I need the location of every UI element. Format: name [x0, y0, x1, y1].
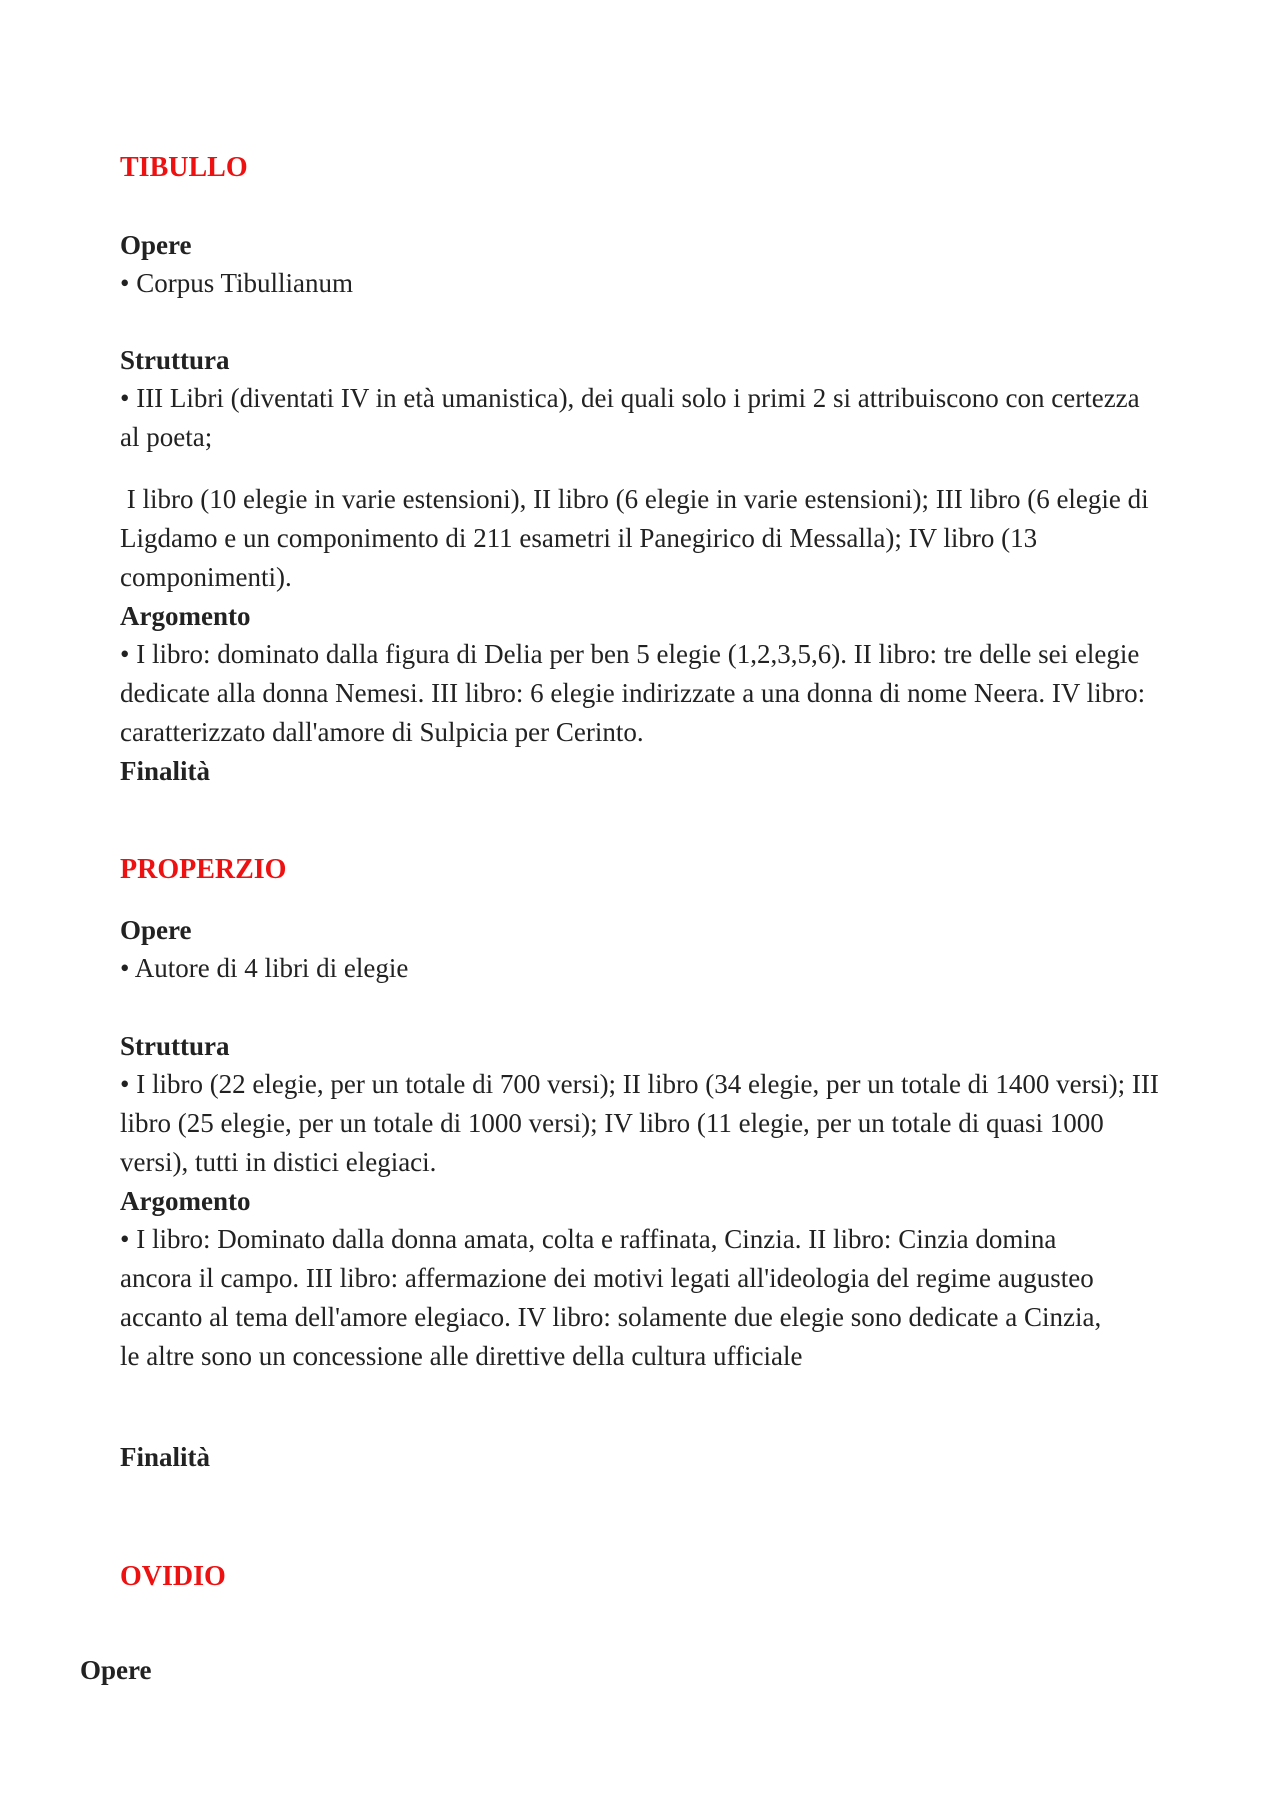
- struttura-detail-tibullo: I libro (10 elegie in varie estensioni), II libro (6 elegie in varie estensioni); III libro (6 elegie di Ligdamo e un componimento di 211 esametri il Panegirico di Messalla); IV libro (13 componimenti).: [120, 484, 1156, 592]
- struttura-text-tibullo: • III Libri (diventati IV in età umanistica), dei quali solo i primi 2 si attribuiscono con certezza al poeta;: [120, 383, 1140, 452]
- opere-text-properzio: • Autore di 4 libri di elegie: [120, 953, 409, 983]
- finalita-heading-tibullo: Finalità: [120, 756, 211, 786]
- struttura-text-properzio: • I libro (22 elegie, per un totale di 700 versi); II libro (34 elegie, per un totale di 1400 versi); III libro (25 elegie, per un totale di 1000 versi); IV libro (11 elegie, per un totale di quasi 1000 versi), tutti in distici elegiaci.: [120, 1069, 1159, 1177]
- struttura-heading-tibullo: Struttura: [120, 345, 230, 375]
- argomento-heading-tibullo: Argomento: [120, 601, 251, 631]
- struttura-heading-properzio: Struttura: [120, 1031, 230, 1061]
- opere-heading-properzio: Opere: [120, 915, 192, 945]
- opere-heading-ovidio: Opere: [80, 1655, 152, 1685]
- author-heading-properzio: PROPERZIO: [120, 854, 287, 885]
- argomento-text-properzio: • I libro: Dominato dalla donna amata, colta e raffinata, Cinzia. II libro: Cinzia domina ancora il campo. III libro: affermazione dei motivi legati all'ideologia del regime augusteo accanto al tema dell'amore elegiaco. IV libro: solamente due elegie sono dedicate a Cinzia, le altre sono un concessione alle direttive della cultura ufficiale: [120, 1224, 1102, 1371]
- finalita-heading-properzio: Finalità: [120, 1442, 211, 1472]
- argomento-heading-properzio: Argomento: [120, 1186, 251, 1216]
- opere-text-tibullo: • Corpus Tibullianum: [120, 268, 354, 298]
- argomento-text-tibullo: • I libro: dominato dalla figura di Delia per ben 5 elegie (1,2,3,5,6). II libro: tre delle sei elegie dedicate alla donna Nemesi. III libro: 6 elegie indirizzate a una donna di nome Neera. IV libro: caratterizzato dall'amore di Sulpicia per Cerinto.: [120, 639, 1146, 747]
- author-heading-ovidio: OVIDIO: [120, 1561, 226, 1592]
- opere-heading-tibullo: Opere: [120, 230, 192, 260]
- author-heading-tibullo: TIBULLO: [120, 152, 248, 183]
